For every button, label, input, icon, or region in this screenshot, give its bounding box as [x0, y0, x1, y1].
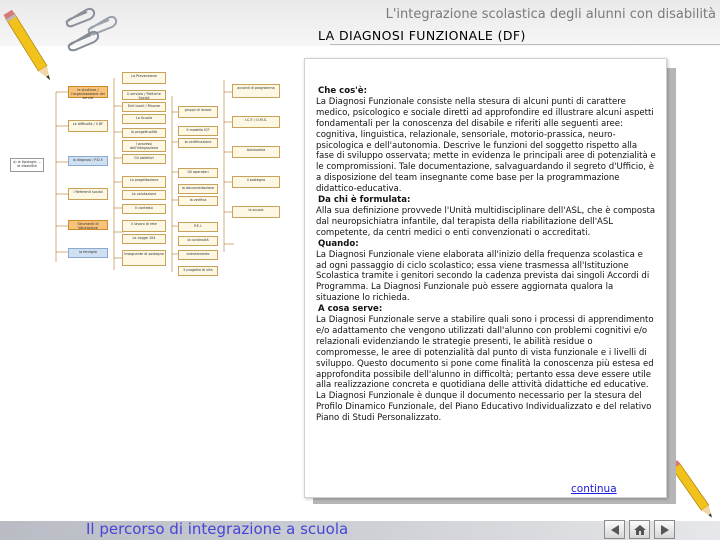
diagram-box: Gli operatori: [178, 168, 218, 178]
diagram-box: il lavoro di rete: [122, 220, 166, 232]
diagram-box: la documentazione: [178, 184, 218, 194]
slide-title: LA DIAGNOSI FUNZIONALE (DF): [318, 28, 526, 43]
title-divider: [330, 44, 720, 45]
section-heading: Da chi è formulata:: [318, 195, 411, 206]
diagram-box: Gli obiettivi: [122, 154, 166, 164]
diagram-box: Insegnante di sostegno: [122, 250, 166, 266]
diagram-box: I.C.F. / O.M.S.: [232, 116, 280, 128]
diagram-box: la diagnosi / P.D.F.: [68, 156, 108, 166]
diagram-box: Enti locali / Risorse: [122, 102, 166, 112]
diagram-box: le strutture / l'organizzazione dei servizi: [68, 86, 108, 98]
section-text: La Diagnosi Funzionale serve a stabilire quali sono i processi di apprendimento e/o adattamento che vengono utilizzati dall'alunno con problemi cognitivi e/o relazionali evidenziando le strategie presenti, le abilità residue o compromesse, le aree di potenzialità dal punto di vista funzionale e i livelli di sviluppo. Questo documento si pone come finalità la conoscenza più estesa ed approfondita possibile dell'alunno in difficoltà; pertanto essa deve essere utile alla realizzazione concreta e quotidiana delle attività didattiche ed educative. La Diagnosi Funzionale è dunque il documento necessario per la stesura del Profilo Dinamico Funzionale, del Piano Educativo Individualizzato e del relativo Piano di Studi Personalizzato.: [316, 315, 654, 424]
section-text: La Diagnosi Funzionale viene elaborata all'inizio della frequenza scolastica e ad ogni passaggio di ciclo scolastico; essa viene trasmessa all'Istituzione Scolastica tramite i genitori secondo la cadenza prevista dai singoli Accordi di Programma. La Diagnosi Funzionale può essere aggiornata qualora la situazione lo richieda.: [316, 249, 650, 304]
diagram-box: Il modello ICF: [178, 126, 218, 136]
diagram-box: orientamento: [178, 250, 218, 260]
diagram-box: La Scuola: [122, 114, 166, 124]
next-button[interactable]: [654, 520, 675, 539]
diagram-box: gruppi di lavoro: [178, 106, 218, 118]
section-heading: A cosa serve:: [318, 304, 383, 315]
diagram-box: La progettazione: [122, 176, 166, 188]
diagram-box: il progetto di vita: [178, 266, 218, 276]
diagram-box: la continuità: [178, 236, 218, 246]
previous-button[interactable]: [604, 520, 625, 539]
diagram-box: Strumenti di Valutazione: [68, 220, 108, 230]
diagram-box: a) le tipologie ... di disabilità: [10, 158, 44, 172]
diagram-box: il sostegno: [232, 176, 280, 188]
diagram-box: Il servizio / Politiche Sociali: [122, 90, 166, 100]
arrow-left-icon: [609, 524, 621, 536]
deck-title: L'integrazione scolastica degli alunni con disabilità: [385, 7, 716, 22]
diagram-box: I processi dell'integrazione: [122, 140, 166, 152]
concept-map-diagram: [10, 72, 300, 287]
diagram-box: La valutazione: [122, 190, 166, 200]
arrow-right-icon: [659, 524, 671, 536]
section-text: Alla sua definizione provvede l'Unità multidisciplinare dell'ASL, che è composta dal neuropsichiatra infantile, dal terapista della riabilitazione dell'ASL competente, da centri medici o enti convenzionati o accreditati.: [316, 205, 656, 238]
diagram-box: la famiglia: [68, 248, 108, 258]
diagram-box: Le difficoltà / il DF: [68, 120, 108, 132]
footer-title: Il percorso di integrazione a scuola: [86, 520, 349, 538]
diagram-box: La Prevenzione: [122, 72, 166, 84]
diagram-box: la verifica: [178, 196, 218, 206]
diagram-box: la progettualità: [122, 128, 166, 138]
diagram-box: La Legge 104: [122, 234, 166, 244]
section-text: La Diagnosi Funzionale consiste nella stesura di alcuni punti di carattere medico, psicologico e sociale diretti ad approfondire ed illustrare alcuni aspetti fondamentali per la conoscenza del disabile e riferiti alle seguenti aree: cognitiva, linguistica, relazionale, sensoriale, motorio-prassica, neuro-psicologica e dell'autonomia. Descrive le funzioni del soggetto rispetto alla fase di sviluppo osservata; mette in evidenza le principali aree di potenzialità e le compromissioni. Tale documentazione, salvaguardando il segreto d'Ufficio, è a disposizione del team insegnante come base per la programmazione didattico-educativa.: [316, 96, 656, 195]
content-text: [316, 86, 656, 424]
section-heading: Quando:: [318, 238, 359, 249]
diagram-box: i Referenti sociali: [68, 188, 108, 200]
diagram-box: la scuola: [232, 206, 280, 218]
section-heading: Che cos'è:: [318, 86, 367, 96]
diagram-box: la certificazione: [178, 138, 218, 148]
diagram-box: P.E.I.: [178, 222, 218, 232]
diagram-box: accordi di programma: [232, 84, 280, 98]
home-icon: [633, 524, 647, 536]
diagram-box: Il contesto: [122, 204, 166, 214]
home-button[interactable]: [629, 520, 650, 539]
continue-link[interactable]: continua: [571, 483, 617, 495]
paperclip-icon: [64, 28, 100, 52]
diagram-box: Autonomia: [232, 146, 280, 158]
